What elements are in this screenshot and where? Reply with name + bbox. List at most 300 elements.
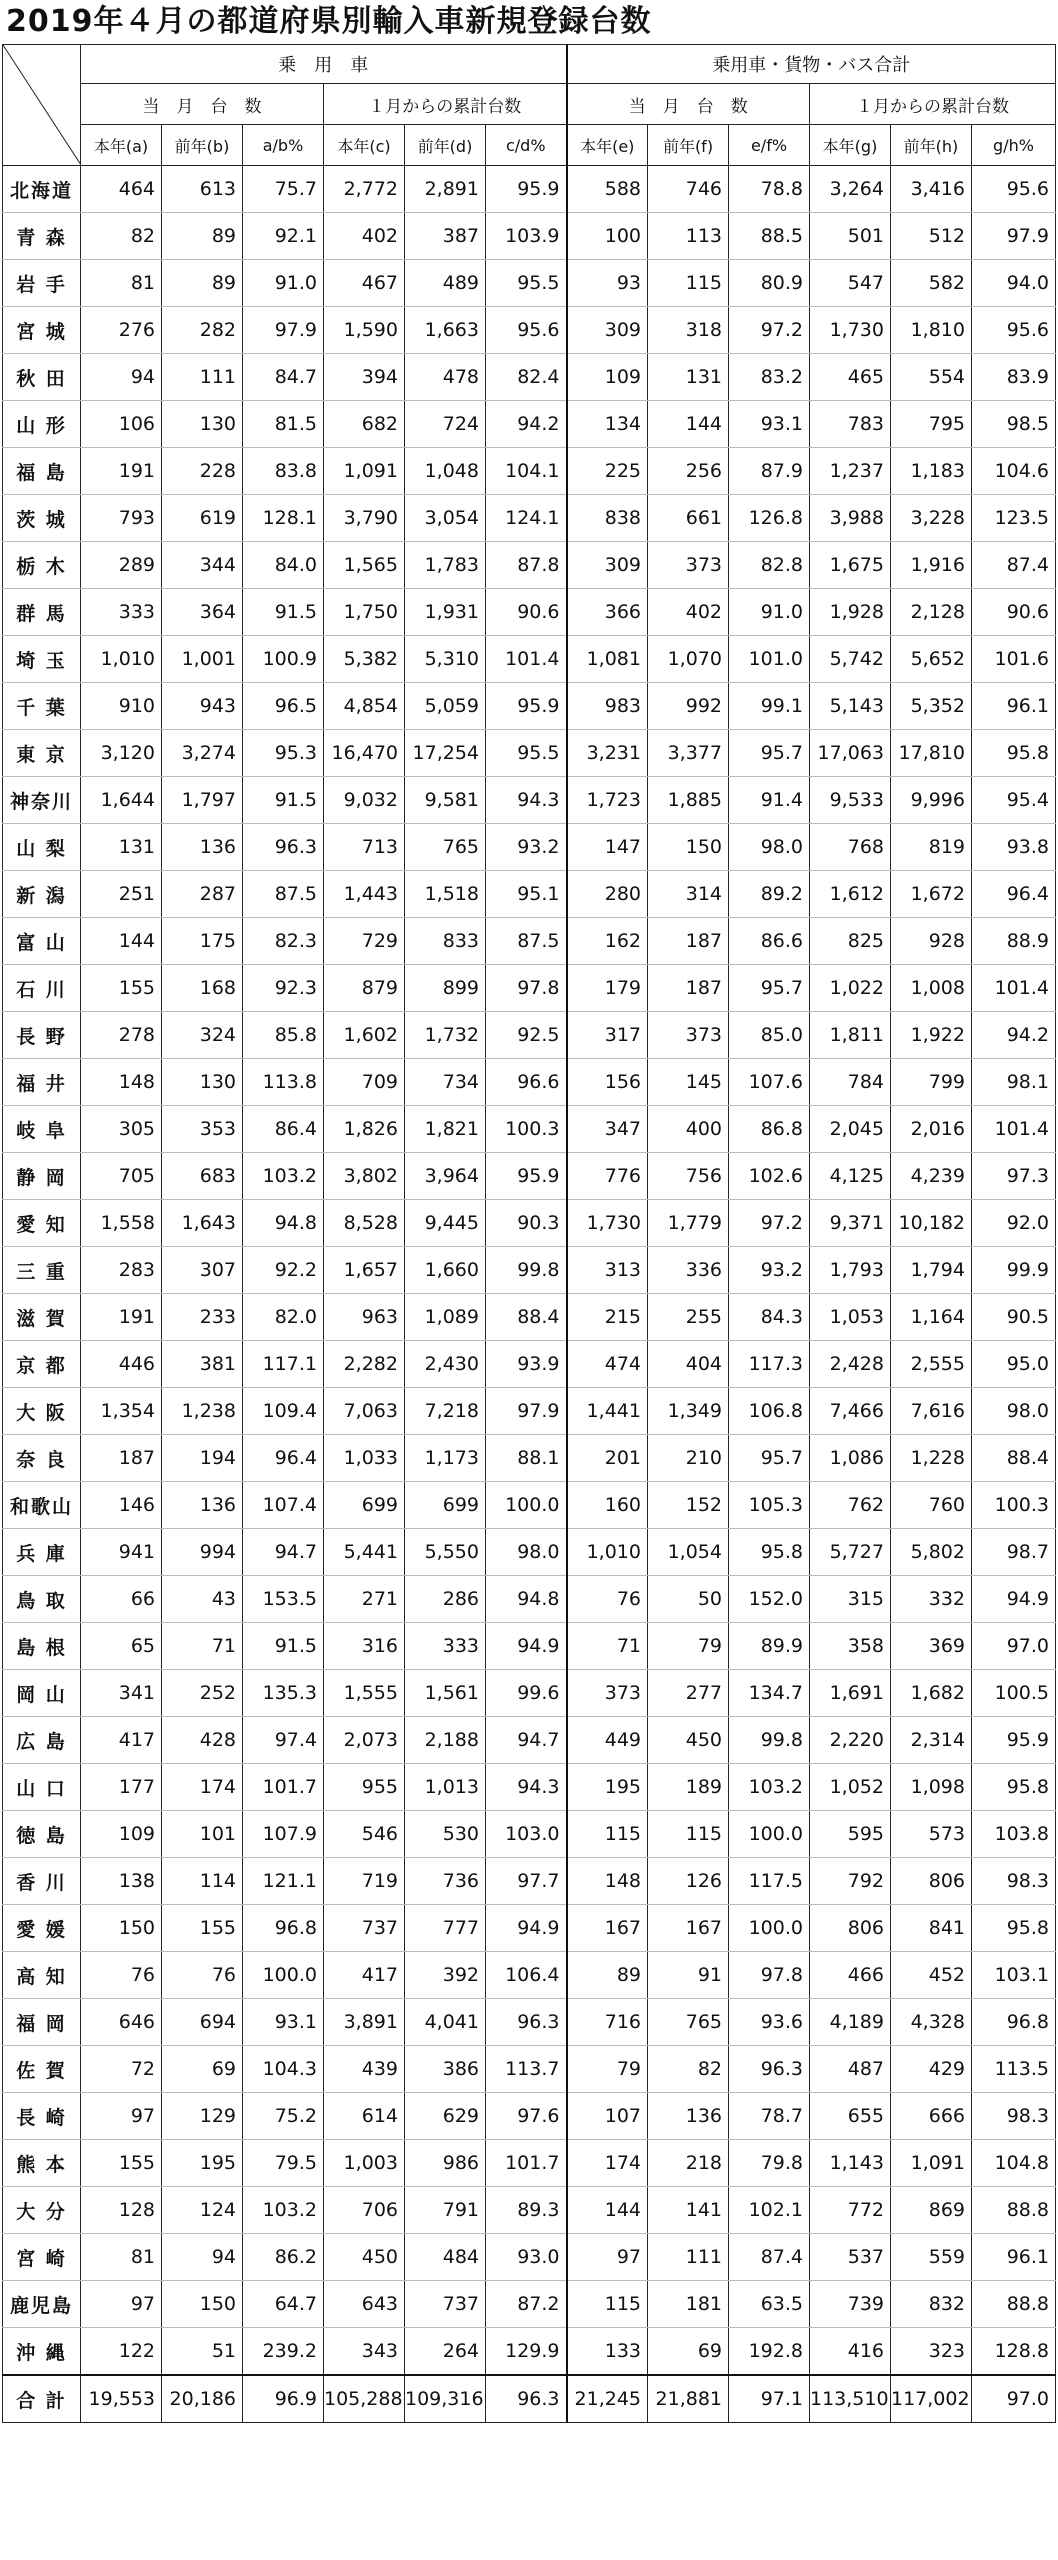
table-cell: 91.0: [243, 260, 324, 307]
table-cell: 283: [81, 1247, 162, 1294]
table-cell: 369: [891, 1623, 972, 1670]
table-cell: 799: [891, 1059, 972, 1106]
table-cell: 160: [567, 1482, 648, 1529]
table-cell: 93.1: [243, 1999, 324, 2046]
corner-cell: [3, 45, 81, 166]
table-cell: 343: [324, 2328, 405, 2376]
table-row: [3, 2046, 1056, 2093]
table-cell: 152.0: [729, 1576, 810, 1623]
table-cell: 96.4: [243, 1435, 324, 1482]
prefecture-name: 北海道: [3, 166, 81, 213]
table-cell: 144: [81, 918, 162, 965]
table-cell: 2,045: [810, 1106, 891, 1153]
table-cell: 739: [810, 2281, 891, 2328]
table-cell: 772: [810, 2187, 891, 2234]
table-cell: 417: [81, 1717, 162, 1764]
table-cell: 94: [81, 354, 162, 401]
table-cell: 17,254: [405, 730, 486, 777]
table-cell: 97.7: [486, 1858, 567, 1905]
subgroup-header-passenger-month: 当 月 台 数: [81, 84, 324, 125]
table-cell: 65: [81, 1623, 162, 1670]
table-cell: 449: [567, 1717, 648, 1764]
table-cell: 992: [648, 683, 729, 730]
table-cell: 5,143: [810, 683, 891, 730]
table-cell: 307: [162, 1247, 243, 1294]
column-header: c/d%: [486, 125, 567, 166]
table-cell: 95.4: [972, 777, 1056, 824]
table-cell: 87.2: [486, 2281, 567, 2328]
table-cell: 69: [162, 2046, 243, 2093]
table-cell: 2,430: [405, 1341, 486, 1388]
table-cell: 879: [324, 965, 405, 1012]
prefecture-name: 熊 本: [3, 2140, 81, 2187]
table-cell: 95.8: [972, 730, 1056, 777]
table-cell: 5,441: [324, 1529, 405, 1576]
table-cell: 5,382: [324, 636, 405, 683]
table-cell: 762: [810, 1482, 891, 1529]
table-cell: 195: [162, 2140, 243, 2187]
subgroup-header-combined-cumulative: １月からの累計台数: [810, 84, 1056, 125]
table-cell: 124.1: [486, 495, 567, 542]
table-cell: 795: [891, 401, 972, 448]
table-cell: 97: [81, 2093, 162, 2140]
prefecture-name: 岩 手: [3, 260, 81, 307]
table-cell: 96.6: [486, 1059, 567, 1106]
prefecture-name: 鳥 取: [3, 1576, 81, 1623]
table-row: [3, 354, 1056, 401]
table-cell: 96.1: [972, 683, 1056, 730]
table-cell: 547: [810, 260, 891, 307]
prefecture-name: 秋 田: [3, 354, 81, 401]
table-row: [3, 2093, 1056, 2140]
column-header: 本年(a): [81, 125, 162, 166]
table-cell: 104.8: [972, 2140, 1056, 2187]
table-cell: 1,008: [891, 965, 972, 1012]
table-cell: 1,675: [810, 542, 891, 589]
table-cell: 128.1: [243, 495, 324, 542]
table-cell: 264: [405, 2328, 486, 2376]
table-cell: 1,173: [405, 1435, 486, 1482]
table-cell: 150: [162, 2281, 243, 2328]
table-cell: 1,663: [405, 307, 486, 354]
table-cell: 512: [891, 213, 972, 260]
column-header: a/b%: [243, 125, 324, 166]
table-cell: 1,826: [324, 1106, 405, 1153]
prefecture-name: 富 山: [3, 918, 81, 965]
table-cell: 126: [648, 1858, 729, 1905]
table-cell: 694: [162, 1999, 243, 2046]
table-cell: 113.7: [486, 2046, 567, 2093]
table-cell: 95.9: [486, 683, 567, 730]
table-cell: 93.9: [486, 1341, 567, 1388]
table-cell: 136: [162, 1482, 243, 1529]
prefecture-name: 石 川: [3, 965, 81, 1012]
table-cell: 91.5: [243, 777, 324, 824]
table-cell: 97.9: [243, 307, 324, 354]
subgroup-header-combined-month: 当 月 台 数: [567, 84, 810, 125]
table-cell: 94.7: [243, 1529, 324, 1576]
table-cell: 94.3: [486, 1764, 567, 1811]
table-cell: 994: [162, 1529, 243, 1576]
table-cell: 93.8: [972, 824, 1056, 871]
table-cell: 91.5: [243, 589, 324, 636]
table-cell: 91.0: [729, 589, 810, 636]
prefecture-name: 佐 賀: [3, 2046, 81, 2093]
table-cell: 1,730: [567, 1200, 648, 1247]
prefecture-name: 長 野: [3, 1012, 81, 1059]
table-cell: 148: [567, 1858, 648, 1905]
table-cell: 114: [162, 1858, 243, 1905]
table-cell: 333: [405, 1623, 486, 1670]
table-cell: 106: [81, 401, 162, 448]
table-cell: 181: [648, 2281, 729, 2328]
table-cell: 101.4: [486, 636, 567, 683]
table-cell: 716: [567, 1999, 648, 2046]
table-cell: 559: [891, 2234, 972, 2281]
table-cell: 150: [648, 824, 729, 871]
table-cell: 1,821: [405, 1106, 486, 1153]
table-cell: 1,732: [405, 1012, 486, 1059]
table-cell: 103.0: [486, 1811, 567, 1858]
prefecture-name: 山 梨: [3, 824, 81, 871]
table-cell: 96.5: [243, 683, 324, 730]
table-cell: 138: [81, 1858, 162, 1905]
table-row: [3, 1576, 1056, 1623]
table-row: [3, 871, 1056, 918]
table-cell: 394: [324, 354, 405, 401]
table-cell: 146: [81, 1482, 162, 1529]
table-cell: 3,054: [405, 495, 486, 542]
prefecture-name: 愛 媛: [3, 1905, 81, 1952]
table-cell: 501: [810, 213, 891, 260]
prefecture-name: 宮 崎: [3, 2234, 81, 2281]
table-cell: 79.8: [729, 2140, 810, 2187]
table-cell: 82.8: [729, 542, 810, 589]
table-cell: 115: [567, 2281, 648, 2328]
table-cell: 144: [648, 401, 729, 448]
table-cell: 130: [162, 401, 243, 448]
table-cell: 104.3: [243, 2046, 324, 2093]
table-cell: 187: [81, 1435, 162, 1482]
table-cell: 629: [405, 2093, 486, 2140]
table-cell: 4,239: [891, 1153, 972, 1200]
table-cell: 474: [567, 1341, 648, 1388]
table-cell: 428: [162, 1717, 243, 1764]
table-cell: 82.3: [243, 918, 324, 965]
table-cell: 76: [567, 1576, 648, 1623]
table-cell: 765: [405, 824, 486, 871]
table-cell: 145: [648, 1059, 729, 1106]
table-cell: 95.5: [486, 730, 567, 777]
table-cell: 2,314: [891, 1717, 972, 1764]
table-cell: 943: [162, 683, 243, 730]
table-cell: 92.5: [486, 1012, 567, 1059]
table-row: [3, 636, 1056, 683]
prefecture-name: 福 井: [3, 1059, 81, 1106]
table-cell: 105,288: [324, 2375, 405, 2423]
table-cell: 104.1: [486, 448, 567, 495]
table-cell: 150: [81, 1905, 162, 1952]
table-cell: 83.9: [972, 354, 1056, 401]
table-row: [3, 1200, 1056, 1247]
table-cell: 94.7: [486, 1717, 567, 1764]
table-cell: 93.2: [486, 824, 567, 871]
table-cell: 215: [567, 1294, 648, 1341]
table-cell: 1,349: [648, 1388, 729, 1435]
table-cell: 1,672: [891, 871, 972, 918]
table-cell: 79: [567, 2046, 648, 2093]
table-row: [3, 2328, 1056, 2376]
table-cell: 89.3: [486, 2187, 567, 2234]
table-cell: 96.8: [972, 1999, 1056, 2046]
table-cell: 131: [648, 354, 729, 401]
table-cell: 147: [567, 824, 648, 871]
table-row: [3, 1153, 1056, 1200]
table-row: [3, 2187, 1056, 2234]
table-cell: 117.1: [243, 1341, 324, 1388]
table-cell: 86.2: [243, 2234, 324, 2281]
table-cell: 69: [648, 2328, 729, 2376]
table-cell: 841: [891, 1905, 972, 1952]
table-cell: 100.0: [729, 1905, 810, 1952]
table-cell: 95.8: [729, 1529, 810, 1576]
table-cell: 83.2: [729, 354, 810, 401]
table-cell: 1,091: [891, 2140, 972, 2187]
table-cell: 1,053: [810, 1294, 891, 1341]
table-row: [3, 2281, 1056, 2328]
table-cell: 94.3: [486, 777, 567, 824]
table-cell: 4,328: [891, 1999, 972, 2046]
table-cell: 1,558: [81, 1200, 162, 1247]
prefecture-name: 青 森: [3, 213, 81, 260]
table-cell: 95.7: [729, 965, 810, 1012]
table-cell: 78.7: [729, 2093, 810, 2140]
table-cell: 1,793: [810, 1247, 891, 1294]
table-cell: 43: [162, 1576, 243, 1623]
table-cell: 128: [81, 2187, 162, 2234]
table-cell: 71: [162, 1623, 243, 1670]
table-cell: 93.0: [486, 2234, 567, 2281]
table-cell: 5,310: [405, 636, 486, 683]
table-cell: 113.8: [243, 1059, 324, 1106]
table-cell: 101.4: [972, 965, 1056, 1012]
table-cell: 928: [891, 918, 972, 965]
table-cell: 79: [648, 1623, 729, 1670]
table-cell: 21,881: [648, 2375, 729, 2423]
table-cell: 489: [405, 260, 486, 307]
table-cell: 91.4: [729, 777, 810, 824]
table-cell: 760: [891, 1482, 972, 1529]
table-cell: 446: [81, 1341, 162, 1388]
table-cell: 3,274: [162, 730, 243, 777]
table-cell: 174: [162, 1764, 243, 1811]
table-cell: 765: [648, 1999, 729, 2046]
table-cell: 1,070: [648, 636, 729, 683]
table-cell: 1,730: [810, 307, 891, 354]
table-cell: 100.0: [729, 1811, 810, 1858]
table-row: [3, 1106, 1056, 1153]
table-cell: 97.2: [729, 1200, 810, 1247]
prefecture-name: 栃 木: [3, 542, 81, 589]
table-cell: 64.7: [243, 2281, 324, 2328]
table-cell: 94.9: [972, 1576, 1056, 1623]
table-cell: 76: [162, 1952, 243, 1999]
table-row: [3, 1294, 1056, 1341]
table-cell: 2,282: [324, 1341, 405, 1388]
table-cell: 1,644: [81, 777, 162, 824]
table-cell: 97.2: [729, 307, 810, 354]
table-cell: 5,352: [891, 683, 972, 730]
table-cell: 1,682: [891, 1670, 972, 1717]
table-cell: 144: [567, 2187, 648, 2234]
table-row: [3, 1482, 1056, 1529]
table-cell: 364: [162, 589, 243, 636]
table-cell: 791: [405, 2187, 486, 2234]
prefecture-name: 高 知: [3, 1952, 81, 1999]
table-cell: 141: [648, 2187, 729, 2234]
table-cell: 1,086: [810, 1435, 891, 1482]
table-cell: 832: [891, 2281, 972, 2328]
table-cell: 91: [648, 1952, 729, 1999]
table-cell: 1,750: [324, 589, 405, 636]
table-cell: 111: [648, 2234, 729, 2281]
table-row: [3, 2234, 1056, 2281]
table-cell: 100.5: [972, 1670, 1056, 1717]
table-cell: 8,528: [324, 1200, 405, 1247]
table-cell: 94.8: [243, 1200, 324, 1247]
table-cell: 210: [648, 1435, 729, 1482]
table-cell: 402: [648, 589, 729, 636]
column-header: 前年(h): [891, 125, 972, 166]
table-cell: 121.1: [243, 1858, 324, 1905]
table-row: [3, 1952, 1056, 1999]
table-cell: 1,660: [405, 1247, 486, 1294]
table-cell: 1,779: [648, 1200, 729, 1247]
table-cell: 90.6: [486, 589, 567, 636]
table-cell: 84.0: [243, 542, 324, 589]
table-cell: 187: [648, 965, 729, 1012]
table-cell: 96.3: [486, 2375, 567, 2423]
table-cell: 317: [567, 1012, 648, 1059]
table-cell: 87.8: [486, 542, 567, 589]
table-cell: 3,416: [891, 166, 972, 213]
table-cell: 1,081: [567, 636, 648, 683]
table-cell: 1,022: [810, 965, 891, 1012]
table-cell: 75.2: [243, 2093, 324, 2140]
table-cell: 1,518: [405, 871, 486, 918]
table-cell: 3,120: [81, 730, 162, 777]
table-cell: 784: [810, 1059, 891, 1106]
table-cell: 336: [648, 1247, 729, 1294]
table-cell: 152: [648, 1482, 729, 1529]
table-cell: 983: [567, 683, 648, 730]
total-row: [3, 2375, 1056, 2423]
table-cell: 218: [648, 2140, 729, 2187]
table-cell: 4,125: [810, 1153, 891, 1200]
prefecture-name: 京 都: [3, 1341, 81, 1388]
table-row: [3, 1811, 1056, 1858]
table-cell: 255: [648, 1294, 729, 1341]
table-cell: 126.8: [729, 495, 810, 542]
table-cell: 101.6: [972, 636, 1056, 683]
table-cell: 646: [81, 1999, 162, 2046]
column-header: g/h%: [972, 125, 1056, 166]
column-header: e/f%: [729, 125, 810, 166]
table-cell: 941: [81, 1529, 162, 1576]
table-cell: 1,089: [405, 1294, 486, 1341]
table-cell: 4,041: [405, 1999, 486, 2046]
table-cell: 99.9: [972, 1247, 1056, 1294]
table-cell: 2,428: [810, 1341, 891, 1388]
table-cell: 452: [891, 1952, 972, 1999]
table-cell: 107.6: [729, 1059, 810, 1106]
table-row: [3, 1999, 1056, 2046]
table-cell: 1,001: [162, 636, 243, 683]
table-cell: 588: [567, 166, 648, 213]
table-cell: 96.8: [243, 1905, 324, 1952]
table-cell: 3,988: [810, 495, 891, 542]
table-cell: 97.4: [243, 1717, 324, 1764]
table-cell: 136: [648, 2093, 729, 2140]
table-cell: 5,802: [891, 1529, 972, 1576]
table-cell: 83.8: [243, 448, 324, 495]
table-cell: 95.3: [243, 730, 324, 777]
table-cell: 1,048: [405, 448, 486, 495]
prefecture-name: 東 京: [3, 730, 81, 777]
table-cell: 323: [891, 2328, 972, 2376]
table-cell: 387: [405, 213, 486, 260]
table-cell: 90.6: [972, 589, 1056, 636]
table-row: [3, 307, 1056, 354]
table-row: [3, 166, 1056, 213]
table-cell: 465: [810, 354, 891, 401]
table-cell: 97.8: [729, 1952, 810, 1999]
table-cell: 95.8: [972, 1764, 1056, 1811]
table-cell: 2,188: [405, 1717, 486, 1764]
table-cell: 95.5: [486, 260, 567, 307]
table-cell: 101: [162, 1811, 243, 1858]
table-cell: 82: [648, 2046, 729, 2093]
table-cell: 643: [324, 2281, 405, 2328]
table-cell: 1,922: [891, 1012, 972, 1059]
table-cell: 613: [162, 166, 243, 213]
table-cell: 84.3: [729, 1294, 810, 1341]
prefecture-name: 島 根: [3, 1623, 81, 1670]
table-cell: 450: [648, 1717, 729, 1764]
table-cell: 7,466: [810, 1388, 891, 1435]
table-cell: 130: [162, 1059, 243, 1106]
table-cell: 113: [648, 213, 729, 260]
table-cell: 466: [810, 1952, 891, 1999]
table-row: [3, 542, 1056, 589]
table-cell: 101.0: [729, 636, 810, 683]
table-cell: 101.7: [243, 1764, 324, 1811]
table-cell: 98.7: [972, 1529, 1056, 1576]
table-cell: 736: [405, 1858, 486, 1905]
table-cell: 155: [81, 965, 162, 1012]
table-cell: 89: [162, 213, 243, 260]
table-cell: 277: [648, 1670, 729, 1717]
table-row: [3, 824, 1056, 871]
table-cell: 777: [405, 1905, 486, 1952]
table-cell: 97.1: [729, 2375, 810, 2423]
table-row: [3, 1012, 1056, 1059]
table-cell: 719: [324, 1858, 405, 1905]
table-cell: 96.4: [972, 871, 1056, 918]
table-row: [3, 730, 1056, 777]
table-cell: 450: [324, 2234, 405, 2281]
table-cell: 280: [567, 871, 648, 918]
